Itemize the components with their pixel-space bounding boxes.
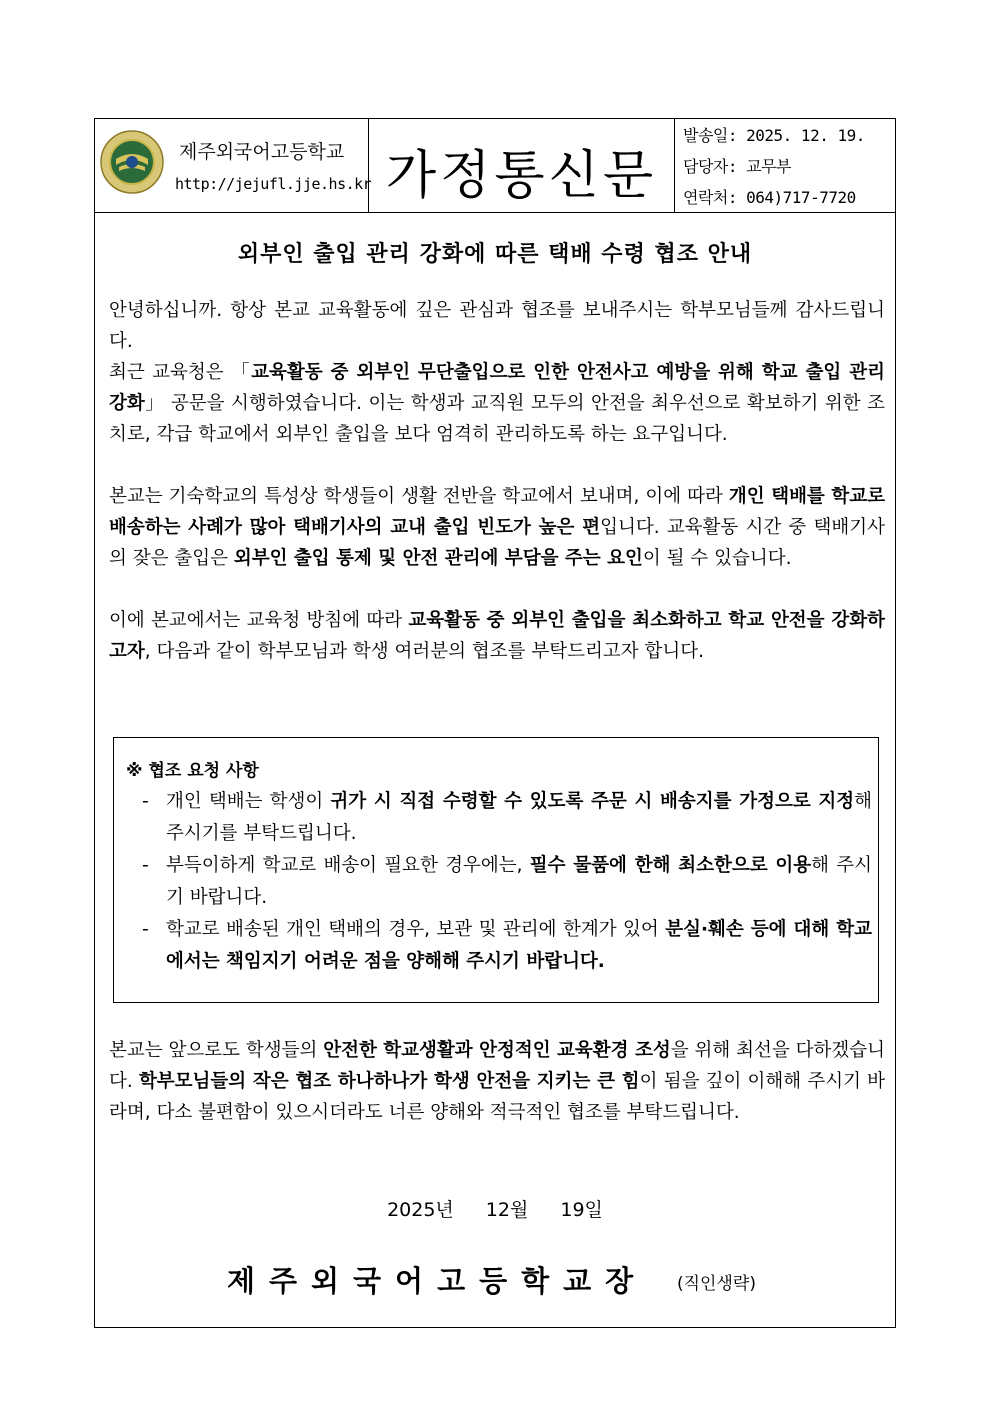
school-logo-icon (99, 129, 165, 195)
seal-omitted-note: (직인생략) (677, 1274, 756, 1294)
contact: 연락처: 064)717-7720 (683, 188, 856, 207)
text-run: , 다음과 같이 학부모님과 학생 여러분의 협조를 부탁드리고자 합니다. (144, 641, 704, 662)
text-run: 본교는 앞으로도 학생들의 (109, 1040, 324, 1061)
bold-text-run: 필수 물품에 한해 최소한으로 이용 (529, 855, 812, 876)
school-url[interactable]: http://jejufl.jje.hs.kr (175, 175, 372, 193)
text-run: 이에 본교에서는 교육청 방침에 따라 (109, 610, 409, 631)
document-title: 가정통신문 (385, 146, 658, 206)
document-frame (94, 118, 896, 1328)
bold-text-run: 개인 택배를 학교로 배송하는 사례가 많아 택배기사의 교내 출입 빈도가 높은 편 (109, 486, 885, 538)
text-run: 본교는 기숙학교의 특성상 학생들이 생활 전반을 학교에서 보내며, 이에 따라 (109, 486, 729, 507)
letter-header (95, 119, 895, 213)
paragraph-background (109, 357, 885, 450)
text-run: 해 주시기 바랍니다. (166, 855, 872, 908)
text-run: 이 될 수 있습니다. (642, 548, 792, 569)
send-date: 발송일: 2025. 12. 19. (683, 126, 865, 145)
paragraph-reason (109, 481, 885, 574)
request-item (142, 914, 872, 978)
dash-bullet: - (142, 791, 149, 812)
principal-signature: 제주외국어고등학교장 (227, 1264, 648, 1298)
text-run: 이 됨을 깊이 이해해 주시기 바라며, 다소 불편함이 있으시더라도 너른 양해와 적극적인 협조를 부탁드립니다. (109, 1071, 885, 1123)
text-run: 부득이하게 학교로 배송이 필요한 경우에는, (166, 855, 530, 876)
dash-bullet: - (142, 855, 149, 876)
dash-bullet: - (142, 919, 149, 940)
text-run: 해 주시기를 부탁드립니다. (166, 791, 872, 844)
meta-cell (675, 119, 895, 212)
school-name: 제주외국어고등학교 (179, 141, 345, 163)
paragraph-greeting: 안녕하십니까. 항상 본교 교육활동에 깊은 관심과 협조를 보내주시는 학부모님들께 감사드립니다. (109, 300, 885, 352)
text-run: 을 위해 최선을 다하겠습니다. (109, 1040, 885, 1092)
bold-text-run: 교육활동 중 외부인 무단출입으로 인한 안전사고 예방을 위해 학교 출입 관리 강화 (109, 362, 885, 414)
school-info-cell (95, 119, 372, 212)
request-item (142, 850, 872, 914)
text-run: 학교로 배송된 개인 택배의 경우, 보관 및 관리에 한계가 있어 (166, 919, 666, 940)
title-cell (369, 119, 675, 212)
manager: 담당자: 교무부 (683, 157, 792, 176)
text-run: 개인 택배는 학생이 (166, 791, 331, 812)
bold-text-run: 귀가 시 직접 수령할 수 있도록 주문 시 배송지를 가정으로 지정 (330, 791, 855, 812)
bold-text-run: 분실·훼손 등에 대해 학교에서는 책임지기 어려운 점을 양해해 주시기 바랍니다. (166, 919, 873, 972)
paragraph-closing (109, 1035, 885, 1128)
text-run: 최근 교육청은 「 (109, 362, 252, 383)
request-item (142, 786, 872, 850)
subject-title: 외부인 출입 관리 강화에 따른 택배 수령 협조 안내 (237, 241, 753, 267)
request-box-title: ※ 협조 요청 사항 (126, 761, 259, 781)
letter-date: 2025년 12월 19일 (387, 1199, 603, 1221)
text-run: 입니다. 교육활동 시간 중 택배기사의 잦은 출입은 (109, 517, 885, 569)
text-run: 」 공문을 시행하였습니다. 이는 학생과 교직원 모두의 안전을 최우선으로 확보하기 위한 조치로, 각급 학교에서 외부인 출입을 보다 엄격히 관리하도록 하는 요구입니다. (109, 393, 885, 445)
bold-text-run: 교육활동 중 외부인 출입을 최소화하고 학교 안전을 강화하고자 (109, 610, 885, 662)
paragraph-request (109, 605, 885, 667)
bold-text-run: 안전한 학교생활과 안정적인 교육환경 조성 (323, 1040, 671, 1061)
bold-text-run: 학부모님들의 작은 협조 하나하나가 학생 안전을 지키는 큰 힘 (138, 1071, 640, 1092)
bold-text-run: 외부인 출입 통제 및 안전 관리에 부담을 주는 요인 (233, 548, 643, 569)
request-box (113, 737, 879, 1003)
